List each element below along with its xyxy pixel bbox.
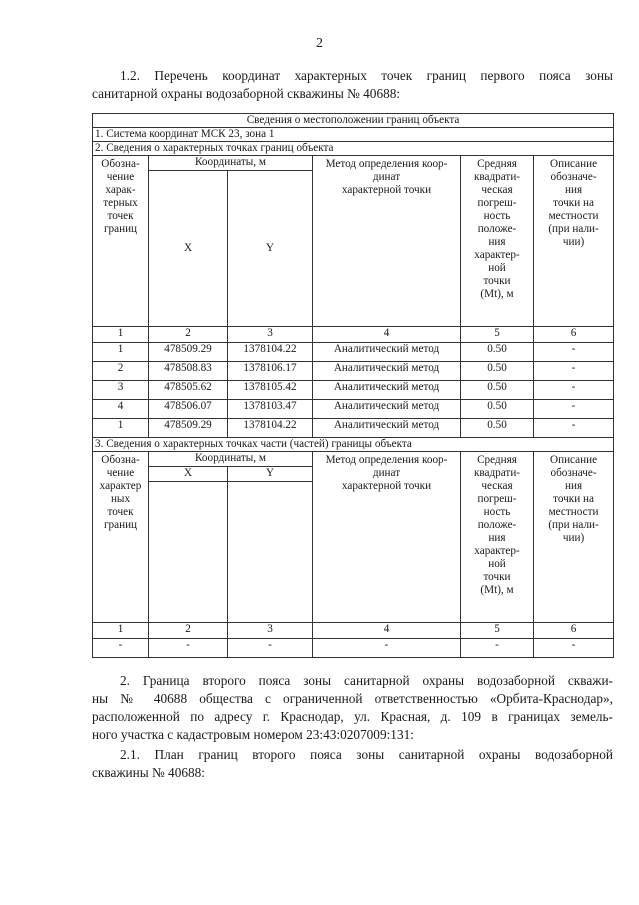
x-cell: 478509.29	[149, 419, 228, 438]
description-cell: -	[534, 400, 614, 419]
section-2-title: 2. Сведения о характерных точках границ объекта	[93, 142, 614, 156]
x-header-blank	[149, 482, 228, 623]
column-number: 4	[313, 327, 461, 343]
method-cell: Аналитический метод	[313, 381, 461, 400]
paragraph-line: ны № 40688 общества с ограниченной ответственностью «Орбита-Краснодар»,	[92, 691, 613, 706]
column-number: 3	[228, 327, 313, 343]
page-number: 2	[316, 36, 323, 51]
header-method: Метод определения коор- динат характерной точки	[313, 156, 461, 327]
x-cell: 478505.62	[149, 381, 228, 400]
description-cell: -	[534, 639, 614, 658]
table-row	[93, 362, 614, 381]
column-number: 2	[149, 327, 228, 343]
header-point-designation: Обозна- чение характер ных точек границ	[93, 452, 149, 623]
paragraph-line: 2.1. План границ второго пояса зоны санитарной охраны водозаборной	[120, 747, 613, 762]
boundary-coordinates-table	[92, 113, 614, 658]
section-3-title: 3. Сведения о характерных точках части (частей) границы объекта	[93, 438, 614, 452]
y-cell: 1378103.47	[228, 400, 313, 419]
table-row	[93, 419, 614, 438]
header-y: Y	[228, 171, 313, 327]
point-cell: 2	[93, 362, 149, 381]
column-number: 1	[93, 327, 149, 343]
header-mean-error: Средняя квадрати- ческая погреш- ность положе- ния характер- ной точки (Mt), м	[461, 156, 534, 327]
point-cell: 4	[93, 400, 149, 419]
error-cell: -	[461, 639, 534, 658]
header-y: Y	[228, 467, 313, 482]
y-header-blank	[228, 482, 313, 623]
header-method: Метод определения коор- динат характерной точки	[313, 452, 461, 623]
header-description: Описание обозначе- ния точки на местности (при нали- чии)	[534, 452, 614, 623]
method-cell: Аналитический метод	[313, 362, 461, 381]
error-cell: 0.50	[461, 419, 534, 438]
column-number: 6	[534, 327, 614, 343]
column-number: 5	[461, 327, 534, 343]
x-cell: 478508.83	[149, 362, 228, 381]
header-x: X	[149, 467, 228, 482]
column-number: 4	[313, 623, 461, 639]
column-number-row	[93, 623, 614, 639]
y-cell: -	[228, 639, 313, 658]
column-number: 6	[534, 623, 614, 639]
point-cell: 1	[93, 343, 149, 362]
description-cell: -	[534, 343, 614, 362]
x-cell: 478506.07	[149, 400, 228, 419]
paragraph-line: скважины № 40688:	[92, 765, 205, 780]
method-cell: Аналитический метод	[313, 419, 461, 438]
y-cell: 1378106.17	[228, 362, 313, 381]
description-cell: -	[534, 362, 614, 381]
description-cell: -	[534, 381, 614, 400]
header-point-designation: Обозна- чение харак- терных точек границ	[93, 156, 149, 327]
point-cell: 1	[93, 419, 149, 438]
point-cell: -	[93, 639, 149, 658]
description-cell: -	[534, 419, 614, 438]
table-row	[93, 639, 614, 658]
table-row	[93, 381, 614, 400]
error-cell: 0.50	[461, 343, 534, 362]
method-cell: Аналитический метод	[313, 343, 461, 362]
paragraph-line: расположенной по адресу г. Краснодар, ул. Красная, д. 109 в границах земель-	[92, 709, 613, 724]
header-mean-error: Средняя квадрати- ческая погреш- ность положе- ния характер- ной точки (Mt), м	[461, 452, 534, 623]
error-cell: 0.50	[461, 362, 534, 381]
method-cell: Аналитический метод	[313, 400, 461, 419]
error-cell: 0.50	[461, 381, 534, 400]
paragraph-line: ного участка с кадастровым номером 23:43:0207009:131:	[92, 727, 414, 742]
paragraph-2-1	[92, 746, 613, 782]
column-number: 3	[228, 623, 313, 639]
y-cell: 1378105.42	[228, 381, 313, 400]
header-x: X	[149, 171, 228, 327]
paragraph-line: 1.2. Перечень координат характерных точек границ первого пояса зоны	[120, 68, 613, 83]
paragraph-line: 2. Граница второго пояса зоны санитарной охраны водозаборной скважи-	[120, 673, 613, 688]
table-row	[93, 343, 614, 362]
column-number: 1	[93, 623, 149, 639]
header-description: Описание обозначе- ния точки на местности (при нали- чии)	[534, 156, 614, 327]
x-cell: -	[149, 639, 228, 658]
method-cell: -	[313, 639, 461, 658]
paragraph-1-2	[92, 67, 613, 103]
y-cell: 1378104.22	[228, 343, 313, 362]
paragraph-line: санитарной охраны водозаборной скважины № 40688:	[92, 86, 401, 101]
y-cell: 1378104.22	[228, 419, 313, 438]
header-coordinates: Координаты, м	[149, 156, 313, 171]
column-number: 2	[149, 623, 228, 639]
column-number-row	[93, 327, 614, 343]
paragraph-2	[92, 672, 613, 744]
table-caption: Сведения о местоположении границ объекта	[93, 114, 614, 128]
error-cell: 0.50	[461, 400, 534, 419]
point-cell: 3	[93, 381, 149, 400]
table-row	[93, 400, 614, 419]
header-coordinates: Координаты, м	[149, 452, 313, 467]
column-number: 5	[461, 623, 534, 639]
coordinate-system-row: 1. Система координат МСК 23, зона 1	[93, 128, 614, 142]
x-cell: 478509.29	[149, 343, 228, 362]
